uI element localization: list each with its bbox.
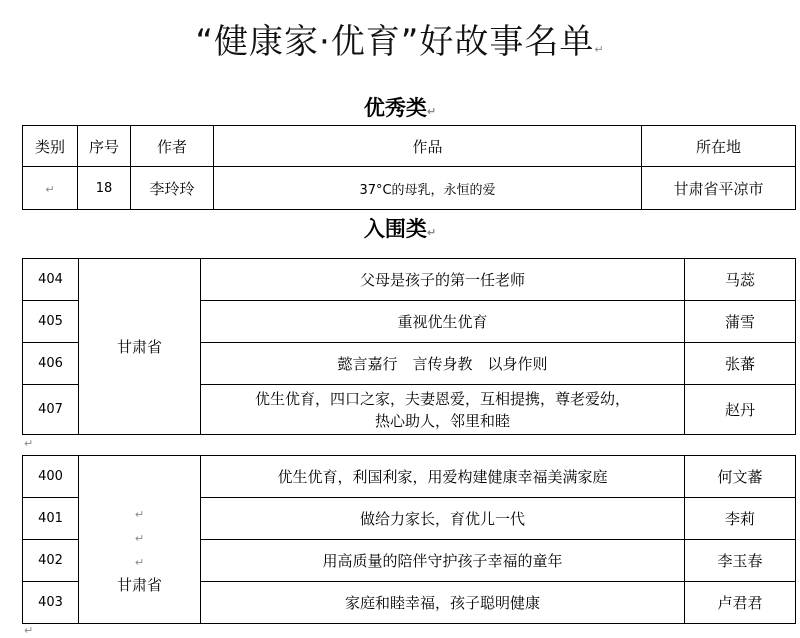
cell-work: 懿言嘉行 言传身教 以身作则 — [201, 343, 685, 385]
cell-work: 重视优生优育 — [201, 301, 685, 343]
section-heading-excellent — [0, 92, 800, 122]
cell-number: 406 — [23, 343, 79, 385]
finalist-table-1 — [22, 258, 796, 435]
table-row — [23, 167, 796, 210]
cell-number: 403 — [23, 582, 79, 624]
section-heading-finalist — [0, 213, 800, 243]
cell-number: 407 — [23, 385, 79, 435]
paragraph-mark: ↵ — [426, 226, 437, 239]
paragraph-mark: ↵ — [134, 507, 145, 521]
cell-author: 李莉 — [685, 498, 796, 540]
work-text: 优生优育，四口之家，夫妻恩爱，互相提携，尊老爱幼， 热心助人，邻里和睦 — [254, 389, 630, 430]
paragraph-mark: ↵ — [24, 624, 34, 637]
cell-work: 父母是孩子的第一任老师 — [201, 259, 685, 301]
excellent-table — [22, 125, 796, 210]
finalist-table-2 — [22, 455, 796, 624]
cell-author: 李玉春 — [685, 540, 796, 582]
cell-author: 赵丹 — [685, 385, 796, 435]
cell-province — [79, 456, 201, 624]
province-text: 甘肃省 — [116, 575, 162, 594]
cell-work: 优生优育，利国利家，用爱构建健康幸福美满家庭 — [201, 456, 685, 498]
cell-work: 37°C的母乳，永恒的爱 — [214, 167, 642, 210]
cell-author: 李玲玲 — [131, 167, 214, 210]
paragraph-mark: ↵ — [134, 555, 145, 569]
header-author: 作者 — [131, 126, 214, 167]
cell-work: 做给力家长，育优儿一代 — [201, 498, 685, 540]
header-work: 作品 — [214, 126, 642, 167]
heading-text: 入围类 — [363, 217, 427, 241]
table-row — [23, 259, 796, 301]
paragraph-mark: ↵ — [24, 437, 34, 450]
paragraph-mark: ↵ — [134, 531, 145, 545]
cell-author: 马蕊 — [685, 259, 796, 301]
cell-category — [23, 167, 78, 210]
table-row — [23, 456, 796, 498]
cell-work: 家庭和睦幸福，孩子聪明健康 — [201, 582, 685, 624]
heading-text: 优秀类 — [363, 96, 427, 120]
cell-number: 405 — [23, 301, 79, 343]
cell-number: 404 — [23, 259, 79, 301]
title-text: “健康家·优育”好故事名单 — [195, 22, 595, 62]
cell-author: 卢君君 — [685, 582, 796, 624]
header-location: 所在地 — [642, 126, 796, 167]
cell-author: 张蕃 — [685, 343, 796, 385]
cell-number: 402 — [23, 540, 79, 582]
cell-location: 甘肃省平凉市 — [642, 167, 796, 210]
cell-number: 401 — [23, 498, 79, 540]
cell-author: 蒲雪 — [685, 301, 796, 343]
table-header-row — [23, 126, 796, 167]
header-number: 序号 — [78, 126, 131, 167]
cell-province: 甘肃省 — [79, 259, 201, 435]
cell-work: 用高质量的陪伴守护孩子幸福的童年 — [201, 540, 685, 582]
paragraph-mark: ↵ — [45, 183, 55, 196]
cell-author: 何文蕃 — [685, 456, 796, 498]
cell-number: 400 — [23, 456, 79, 498]
cell-work — [201, 385, 685, 435]
cell-number: 18 — [78, 167, 131, 210]
document-title — [0, 14, 800, 63]
paragraph-mark: ↵ — [426, 105, 437, 118]
header-category: 类别 — [23, 126, 78, 167]
paragraph-mark: ↵ — [594, 43, 605, 56]
